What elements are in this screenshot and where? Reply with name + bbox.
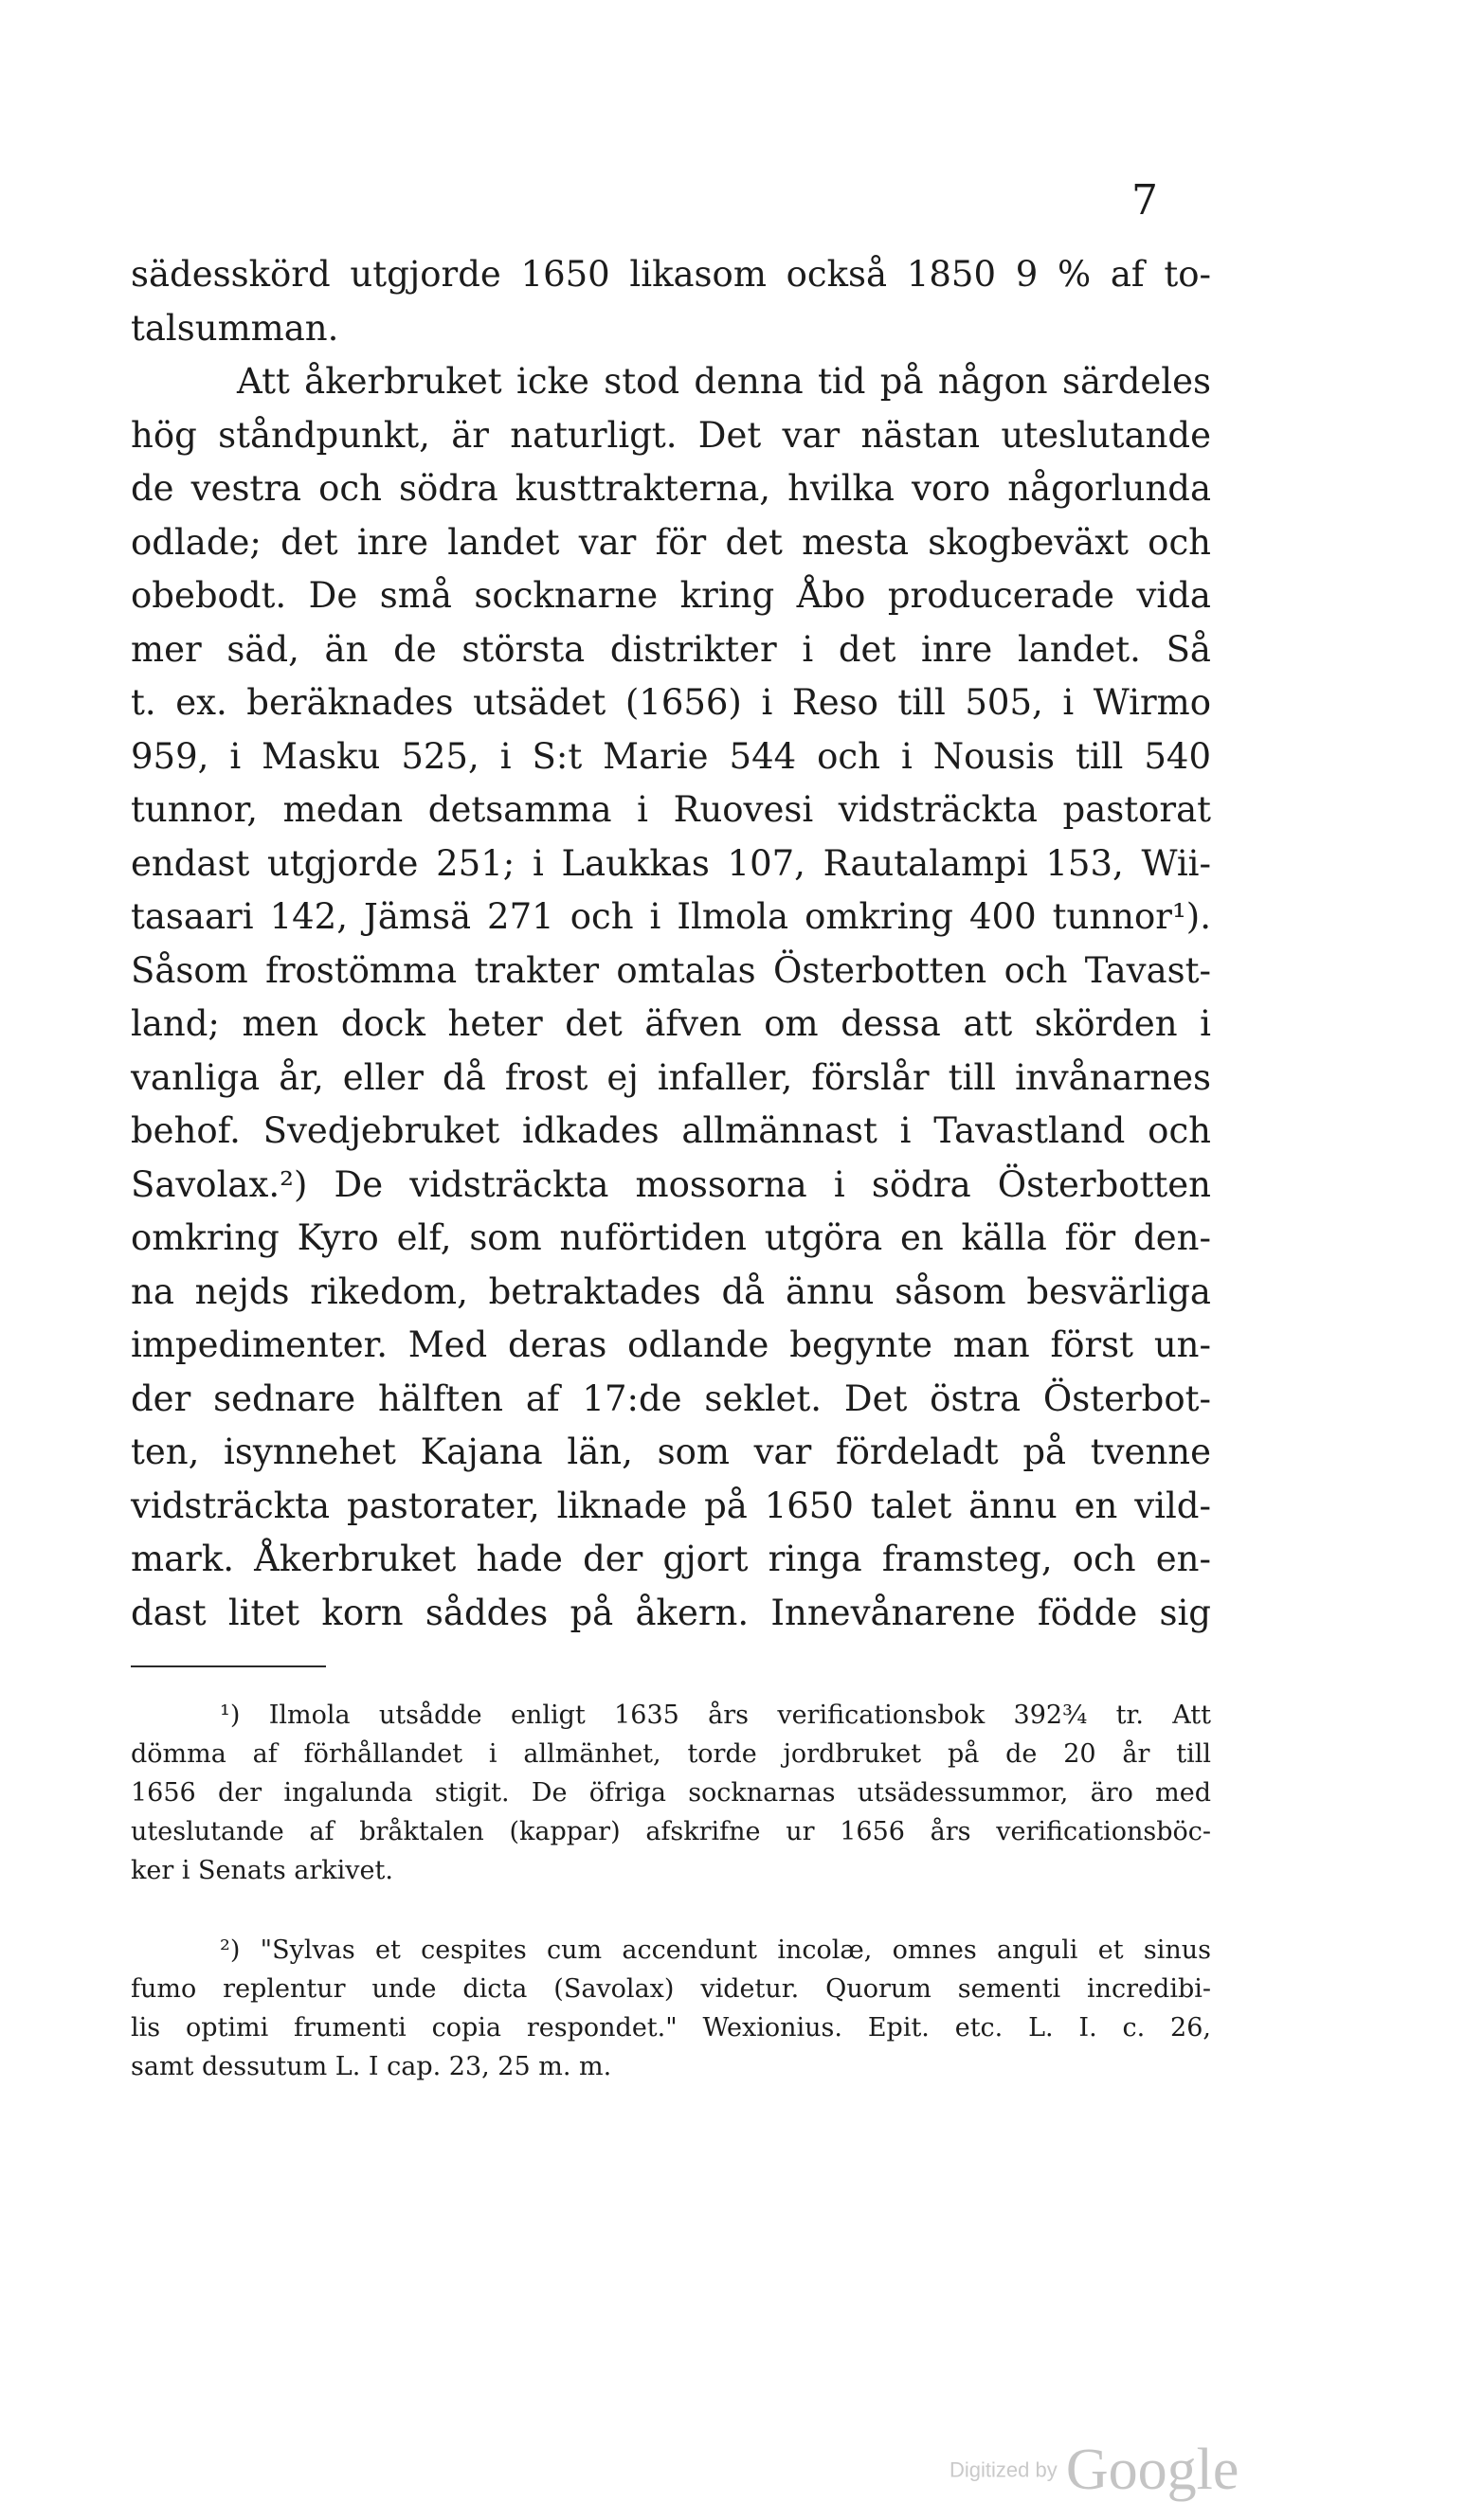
text-line: mer säd, än de största distrikter i det inre landet. Så <box>131 628 1211 670</box>
body-text <box>131 248 1211 1640</box>
text-line: land; men dock heter det äfven om dessa att skörden i <box>131 1003 1211 1044</box>
text-line: hög ståndpunkt, är naturligt. Det var nästan uteslutande <box>131 414 1211 456</box>
footnote-line: ¹) Ilmola utsådde enligt 1635 års verificationsbok 392¾ tr. Att <box>220 1701 1211 1730</box>
footnote-1 <box>131 1696 1211 1890</box>
footnote-line: lis optimi frumenti copia respondet." Wexionius. Epit. etc. L. I. c. 26, <box>131 2013 1211 2043</box>
text-line: 959, i Masku 525, i S:t Marie 544 och i Nousis till 540 <box>131 735 1211 777</box>
google-logo: Google <box>1065 2438 1239 2502</box>
page-number: 7 <box>1131 176 1158 225</box>
text-line: na nejds rikedom, betraktades då ännu såsom besvärliga <box>131 1270 1211 1312</box>
text-line: omkring Kyro elf, som nuförtiden utgöra en källa för den- <box>131 1217 1211 1258</box>
text-line: Savolax.²) De vidsträckta mossorna i södra Österbotten <box>131 1163 1211 1205</box>
watermark-caption: Digitized by <box>950 2457 1058 2482</box>
text-line: odlade; det inre landet var för det mesta skogbeväxt och <box>131 521 1211 563</box>
footnote-line: ²) "Sylvas et cespites cum accendunt incolæ, omnes anguli et sinus <box>220 1935 1211 1965</box>
footnote-line: uteslutande af bråktalen (kappar) afskrifne ur 1656 års verificationsböc- <box>131 1817 1211 1846</box>
text-line: Att åkerbruket icke stod denna tid på någon särdeles <box>237 361 1211 402</box>
text-line: behof. Svedjebruket idkades allmännast i Tavastland och <box>131 1110 1211 1151</box>
digitized-watermark <box>950 2437 1239 2504</box>
footnote-line: ker i Senats arkivet. <box>131 1856 393 1885</box>
text-line: t. ex. beräknades utsädet (1656) i Reso till 505, i Wirmo <box>131 682 1211 723</box>
text-line: impedimenter. Med deras odlande begynte man först un- <box>131 1324 1211 1365</box>
text-line: tasaari 142, Jämsä 271 och i Ilmola omkring 400 tunnor¹). <box>131 896 1211 937</box>
text-line: talsumman. <box>131 307 339 349</box>
text-line: mark. Åkerbruket hade der gjort ringa framsteg, och en- <box>131 1539 1211 1579</box>
text-line: de vestra och södra kusttrakterna, hvilka voro någorlunda <box>131 468 1211 509</box>
text-line: endast utgjorde 251; i Laukkas 107, Rautalampi 153, Wii- <box>131 842 1211 884</box>
footnote-divider <box>131 1665 326 1667</box>
text-line: Såsom frostömma trakter omtalas Österbotten och Tavast- <box>131 949 1211 991</box>
footnote-line: 1656 der ingalunda stigit. De öfriga socknarnas utsädessummor, äro med <box>131 1778 1211 1808</box>
text-line: sädesskörd utgjorde 1650 likasom också 1850 9 % af to- <box>131 254 1211 295</box>
text-line: tunnor, medan detsamma i Ruovesi vidsträckta pastorat <box>131 789 1211 830</box>
text-line: obebodt. De små socknarne kring Åbo producerade vida <box>131 575 1211 616</box>
text-line: dast litet korn såddes på åkern. Innevånarene födde sig <box>131 1592 1211 1633</box>
footnote-line: fumo replentur unde dicta (Savolax) videtur. Quorum sementi incredibi- <box>131 1974 1211 2004</box>
footnote-line: samt dessutum L. I cap. 23, 25 m. m. <box>131 2052 612 2081</box>
text-line: ten, isynnehet Kajana län, som var fördeladt på tvenne <box>131 1431 1211 1472</box>
footnote-2 <box>131 1931 1211 2086</box>
text-line: vanliga år, eller då frost ej infaller, förslår till invånarnes <box>131 1056 1211 1098</box>
text-line: vidsträckta pastorater, liknade på 1650 talet ännu en vild- <box>131 1485 1211 1526</box>
text-line: der sednare hälften af 17:de seklet. Det östra Österbot- <box>131 1377 1211 1419</box>
footnote-line: dömma af förhållandet i allmänhet, torde jordbruket på de 20 år till <box>131 1739 1211 1769</box>
